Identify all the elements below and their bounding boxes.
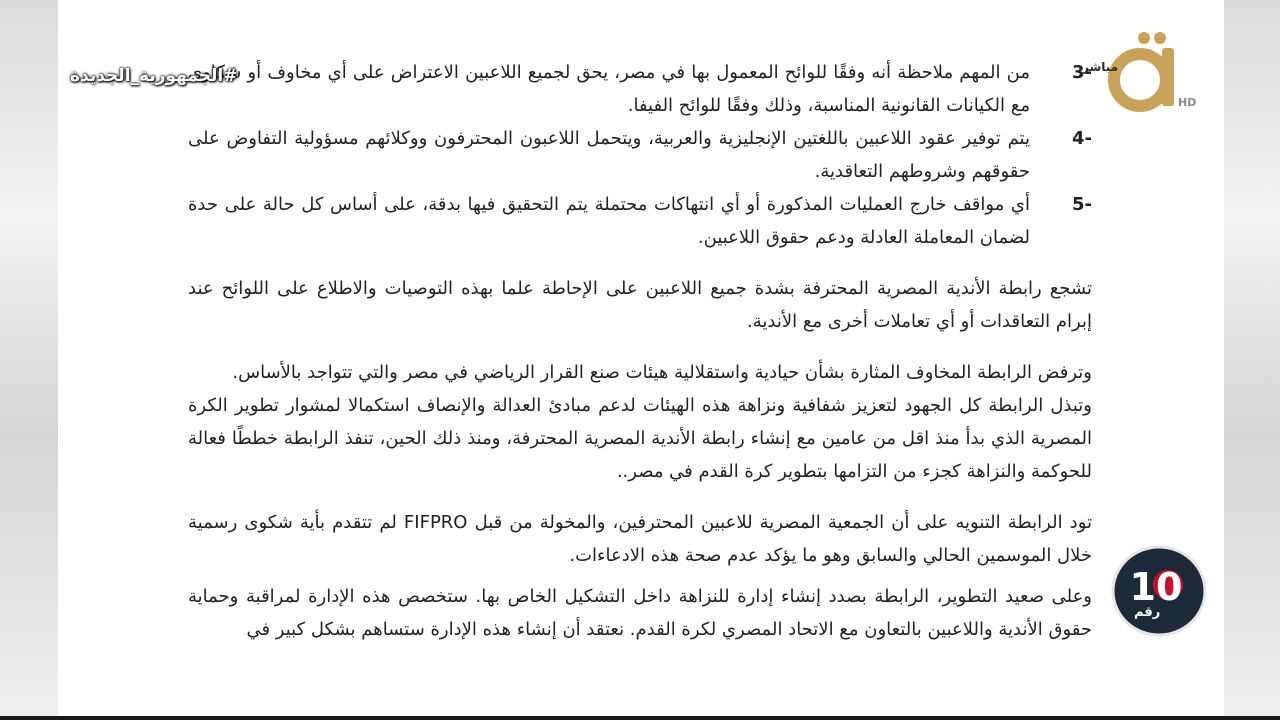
channel-logo xyxy=(1078,26,1208,114)
item-text: من المهم ملاحظة أنه وفقًا للوائح المعمول بها في مصر، يحق لجميع اللاعبين الاعتراض على أي مخاوف أو شكاوى مع الكيانات القانونية المناسبة، وذلك وفقًا للوائح الفيفا. xyxy=(188,62,1030,116)
channel-name: رقم xyxy=(1134,605,1161,620)
item-number: 4- xyxy=(1072,128,1092,149)
list-item xyxy=(188,188,1092,254)
item-text: أي مواقف خارج العمليات المذكورة أو أي انتهاكات محتملة يتم التحقيق فيها بدقة، على أساس كل حالة على حدة لضمان المعاملة العادلة ودعم حقوق اللاعبين. xyxy=(188,194,1030,248)
right-blur-border xyxy=(1224,0,1280,720)
document-text xyxy=(188,56,1092,646)
paragraph-efforts: وتبذل الرابطة كل الجهود لتعزيز شفافية ونزاهة هذه الهيئات لدعم مبادئ العدالة والإنصاف استكمالا لمشوار تطوير الكرة المصرية الذي بدأ منذ اقل من عامين مع إنشاء رابطة الأندية المصرية المحترفة، ومنذ ذلك الحين، تنفذ الرابطة خططًا فعالة للحوكمة والنزاهة كجزء من التزامها بتطوير كرة القدم في مصر.. xyxy=(188,395,1092,482)
list-item xyxy=(188,56,1092,122)
channel-10-logo xyxy=(1110,545,1208,637)
paragraph-fifpro: تود الرابطة التنويه على أن الجمعية المصرية للاعبين المحترفين، والمخولة من قبل FIFPRO لم تتقدم بأية شكوى رسمية خلال الموسمين الحالي والسابق وهو ما يؤكد عدم صحة هذه الادعاءات. xyxy=(188,512,1092,566)
item-text: يتم توفير عقود اللاعبين باللغتين الإنجليزية والعربية، ويتحمل اللاعبون المحترفون ووكلائهم مسؤولية التفاوض على حقوقهم وشروطهم التعاقدية. xyxy=(188,128,1030,182)
live-label: مباشر xyxy=(1082,60,1119,74)
item-number: 3- xyxy=(1072,62,1092,83)
left-blur-border xyxy=(0,0,58,720)
hashtag-overlay: #الجمهورية_الجديدة xyxy=(70,66,238,86)
hd-label: HD xyxy=(1178,96,1197,109)
item-number: 5- xyxy=(1072,194,1092,215)
paragraph-development: وعلى صعيد التطوير، الرابطة بصدد إنشاء إدارة للنزاهة داخل التشكيل الخاص بها. ستخصص هذه الإدارة لمراقبة وحماية حقوق الأندية واللاعبين بالتعاون مع الاتحاد المصري لكرة القدم. نعتقد أن إنشاء هذه الإدارة ستساهم بشكل كبير في xyxy=(188,586,1092,640)
list-item xyxy=(188,122,1092,188)
paragraph-encourage: تشجع رابطة الأندية المصرية المحترفة بشدة جميع اللاعبين على الإحاطة علما بهذه التوصيات والاطلاع على اللوائح عند إبرام التعاقدات أو أي تعاملات أخرى مع الأندية. xyxy=(188,278,1092,332)
bottom-bar xyxy=(0,716,1280,720)
paragraph-reject: وترفض الرابطة المخاوف المثارة بشأن حيادية واستقلالية هيئات صنع القرار الرياضي في مصر والتي تتواجد بالأساس. xyxy=(232,362,1092,383)
channel-number: 10 xyxy=(1129,565,1183,609)
